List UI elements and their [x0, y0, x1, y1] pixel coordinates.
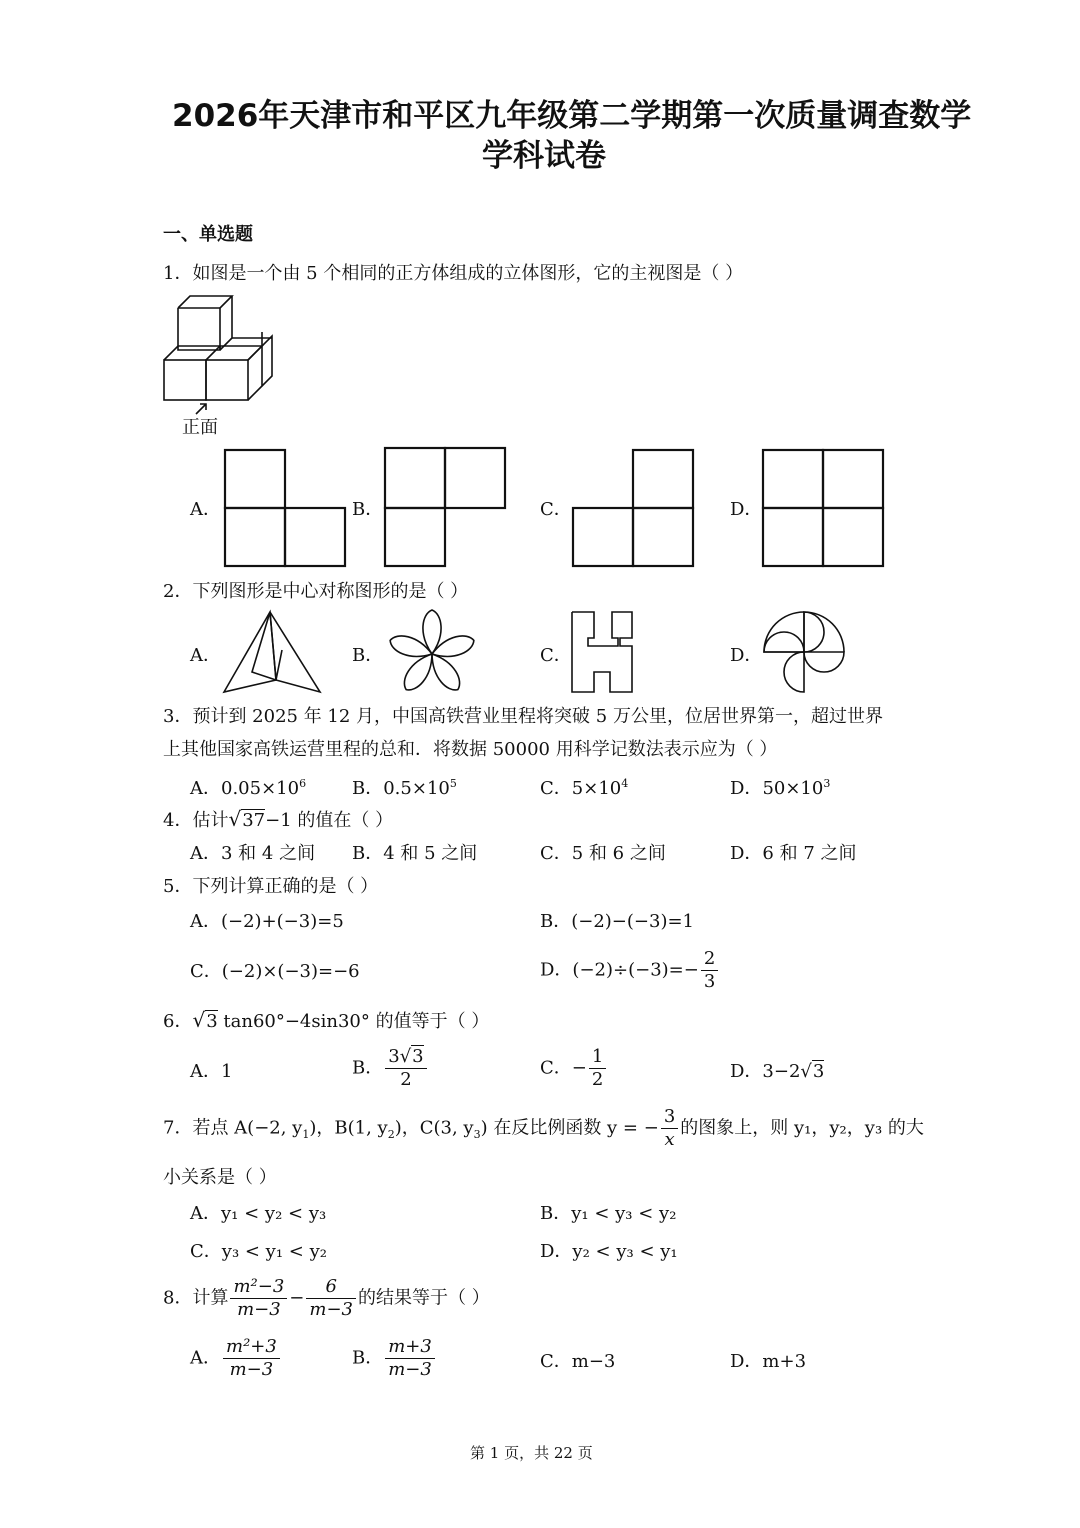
cube-solid-figure — [160, 290, 290, 410]
q8-option-d[interactable]: D．m+3 — [730, 1351, 807, 1372]
q8-tail: 的结果等于（ ） — [357, 1287, 490, 1309]
q4-option-d[interactable]: D．6 和 7 之间 — [730, 843, 857, 864]
question-3-stem-line2: 上其他国家高铁运营里程的总和．将数据 50000 用科学记数法表示应为（ ） — [163, 739, 778, 760]
q2-option-a-label[interactable]: A． — [190, 645, 221, 666]
question-3-stem-line1: 3．预计到 2025 年 12 月，中国高铁营业里程将突破 5 万公里，位居世界第一，超过世界 — [163, 706, 883, 727]
fraction-numerator: 2 — [701, 948, 718, 971]
q8-fraction-2 — [306, 1276, 356, 1321]
q1-option-b-figure[interactable] — [384, 446, 509, 570]
q5-option-d-fraction — [701, 948, 718, 993]
q5-option-d[interactable] — [540, 948, 720, 993]
q3-option-c[interactable] — [540, 772, 628, 801]
q6-b-radicand: 3 — [412, 1046, 424, 1067]
q4-radicand: 37 — [242, 810, 266, 831]
q7-sub3: 3 — [473, 1128, 481, 1142]
q4-tail: −1 的值在（ ） — [265, 810, 394, 831]
q1-option-c-label[interactable]: C． — [540, 499, 572, 520]
q6-radicand: 3 — [206, 1011, 218, 1032]
q2-option-a-figure[interactable] — [222, 610, 324, 696]
page-footer: 第 1 页，共 22 页 — [470, 1444, 593, 1462]
q6-option-a[interactable]: A．1 — [190, 1061, 233, 1082]
q2-option-b-figure[interactable] — [382, 606, 482, 698]
q2-option-c-label[interactable]: C． — [540, 645, 572, 666]
q2-option-c-figure[interactable] — [570, 610, 636, 696]
sqrt-icon: √ — [228, 807, 242, 831]
question-8-stem — [163, 1276, 490, 1321]
q3-option-d[interactable] — [730, 772, 830, 801]
q8-option-a[interactable] — [190, 1336, 282, 1381]
q6-d-radicand: 3 — [812, 1061, 825, 1082]
sqrt-icon: √ — [800, 1061, 812, 1082]
section-heading: 一、单选题 — [163, 224, 253, 245]
q3-option-d-exp: 3 — [823, 777, 831, 790]
page-title-line2: 学科试卷 — [482, 138, 606, 174]
front-label: 正面 — [182, 417, 218, 438]
q1-option-b-label[interactable]: B． — [352, 499, 384, 520]
q8-prefix: 8．计算 — [163, 1287, 229, 1309]
q8-minus: − — [289, 1287, 305, 1309]
question-2-stem: 2．下列图形是中心对称图形的是（ ） — [163, 581, 469, 602]
q4-option-a[interactable]: A．3 和 4 之间 — [190, 843, 316, 864]
q1-option-d-figure[interactable] — [762, 448, 887, 570]
q4-option-c[interactable]: C．5 和 6 之间 — [540, 843, 666, 864]
q3-option-b-exp: 5 — [449, 777, 457, 790]
q8-option-a-fraction — [223, 1336, 280, 1381]
q3-option-b-coef: 0.5×10 — [383, 778, 450, 799]
q7-option-a[interactable]: A．y₁ < y₂ < y₃ — [190, 1203, 327, 1224]
q7-prefix: 7．若点 A(−2, y — [163, 1117, 303, 1139]
q6-option-d-label: D．3−2 — [730, 1061, 801, 1082]
q6-option-b[interactable] — [352, 1046, 429, 1091]
fraction-denominator: 2 — [400, 1069, 412, 1090]
q3-option-a[interactable] — [190, 772, 306, 801]
fraction-numerator: 6 — [306, 1276, 356, 1299]
fraction-denominator: m−3 — [388, 1359, 432, 1380]
q7-option-b[interactable]: B．y₁ < y₃ < y₂ — [540, 1203, 677, 1224]
fraction-denominator: m−3 — [237, 1299, 281, 1320]
q8-option-b-label: B． — [352, 1347, 384, 1369]
q3-option-d-label: D． — [730, 778, 763, 799]
q3-option-a-coef: 0.05×10 — [221, 778, 300, 799]
q3-option-b-label: B． — [352, 778, 384, 799]
question-7-stem-line1 — [163, 1106, 924, 1151]
q6-option-d[interactable] — [730, 1060, 824, 1084]
q7-option-d[interactable]: D．y₂ < y₃ < y₁ — [540, 1241, 678, 1262]
question-4-stem — [163, 807, 393, 833]
q5-option-d-prefix: D．(−2)÷(−3)=− — [540, 959, 699, 981]
q5-option-a[interactable]: A．(−2)+(−3)=5 — [190, 911, 344, 932]
q1-option-a-figure[interactable] — [224, 448, 349, 570]
q6-option-c-fraction — [589, 1046, 606, 1091]
q7-mid1: )，B(1, y — [309, 1117, 388, 1139]
q6-option-c-label: C．− — [540, 1057, 587, 1079]
question-1-stem: 1．如图是一个由 5 个相同的正方体组成的立体图形，它的主视图是（ ） — [163, 263, 744, 284]
q2-option-b-label[interactable]: B． — [352, 645, 384, 666]
q6-option-b-label: B． — [352, 1057, 384, 1079]
q6-option-c[interactable] — [540, 1046, 608, 1091]
q1-option-c-figure[interactable] — [572, 448, 697, 570]
q2-option-d-figure[interactable] — [760, 610, 850, 700]
q3-option-c-label: C． — [540, 778, 572, 799]
fraction-numerator: m²+3 — [223, 1336, 280, 1359]
q3-option-b[interactable] — [352, 772, 457, 801]
q8-option-a-label: A． — [190, 1347, 221, 1369]
q4-option-b[interactable]: B．4 和 5 之间 — [352, 843, 478, 864]
q6-expression: tan60°−4sin30° 的值等于（ ） — [223, 1011, 490, 1032]
q7-sub2: 2 — [387, 1128, 395, 1142]
fraction-numerator: 1 — [589, 1046, 606, 1069]
sqrt-icon: √ — [399, 1046, 412, 1067]
fraction-denominator: 3 — [703, 971, 716, 992]
fraction-numerator: 3 — [661, 1106, 678, 1129]
question-5-stem: 5．下列计算正确的是（ ） — [163, 876, 379, 897]
fraction-numerator: m²−3 — [230, 1276, 287, 1299]
q7-fraction — [661, 1106, 678, 1151]
fraction-denominator: m−3 — [229, 1359, 274, 1380]
q3-option-d-coef: 50×10 — [762, 778, 824, 799]
q1-option-d-label[interactable]: D． — [730, 499, 763, 520]
fraction-denominator: m−3 — [309, 1299, 353, 1320]
q2-option-d-label[interactable]: D． — [730, 645, 763, 666]
q1-option-a-label[interactable]: A． — [190, 499, 221, 520]
q7-tail: 的图象上，则 y₁，y₂，y₃ 的大 — [680, 1117, 924, 1139]
fraction-numerator: m+3 — [385, 1336, 435, 1359]
page-title-line1: 2026年天津市和平区九年级第二学期第一次质量调查数学 — [172, 98, 972, 134]
q8-option-b[interactable] — [352, 1336, 437, 1381]
q5-option-c[interactable]: C．(−2)×(−3)=−6 — [190, 961, 360, 982]
question-6-stem — [163, 1008, 489, 1034]
q7-mid2: )，C(3, y — [394, 1117, 474, 1139]
q3-option-c-exp: 4 — [621, 777, 629, 790]
q6-b-coef: 3 — [388, 1046, 400, 1067]
q6-number: 6． — [163, 1011, 193, 1032]
fraction-denominator: 2 — [591, 1069, 604, 1090]
q7-mid3: ) 在反比例函数 y = − — [480, 1117, 659, 1139]
fraction-denominator: x — [664, 1129, 675, 1150]
q5-option-b[interactable]: B．(−2)−(−3)=1 — [540, 911, 695, 932]
q4-number: 4．估计 — [163, 810, 229, 831]
q6-option-b-fraction — [385, 1046, 426, 1091]
q7-option-c[interactable]: C．y₃ < y₁ < y₂ — [190, 1241, 327, 1262]
q8-fraction-1 — [230, 1276, 287, 1321]
sqrt-icon: √ — [192, 1008, 206, 1032]
question-7-stem-line2: 小关系是（ ） — [163, 1167, 277, 1188]
q8-option-b-fraction — [385, 1336, 435, 1381]
q3-option-c-coef: 5×10 — [571, 778, 622, 799]
fraction-numerator — [385, 1046, 426, 1069]
q8-option-c[interactable]: C．m−3 — [540, 1351, 616, 1372]
q3-option-a-exp: 6 — [299, 777, 307, 790]
q7-sub1: 1 — [302, 1128, 310, 1142]
q3-option-a-label: A． — [190, 778, 221, 799]
